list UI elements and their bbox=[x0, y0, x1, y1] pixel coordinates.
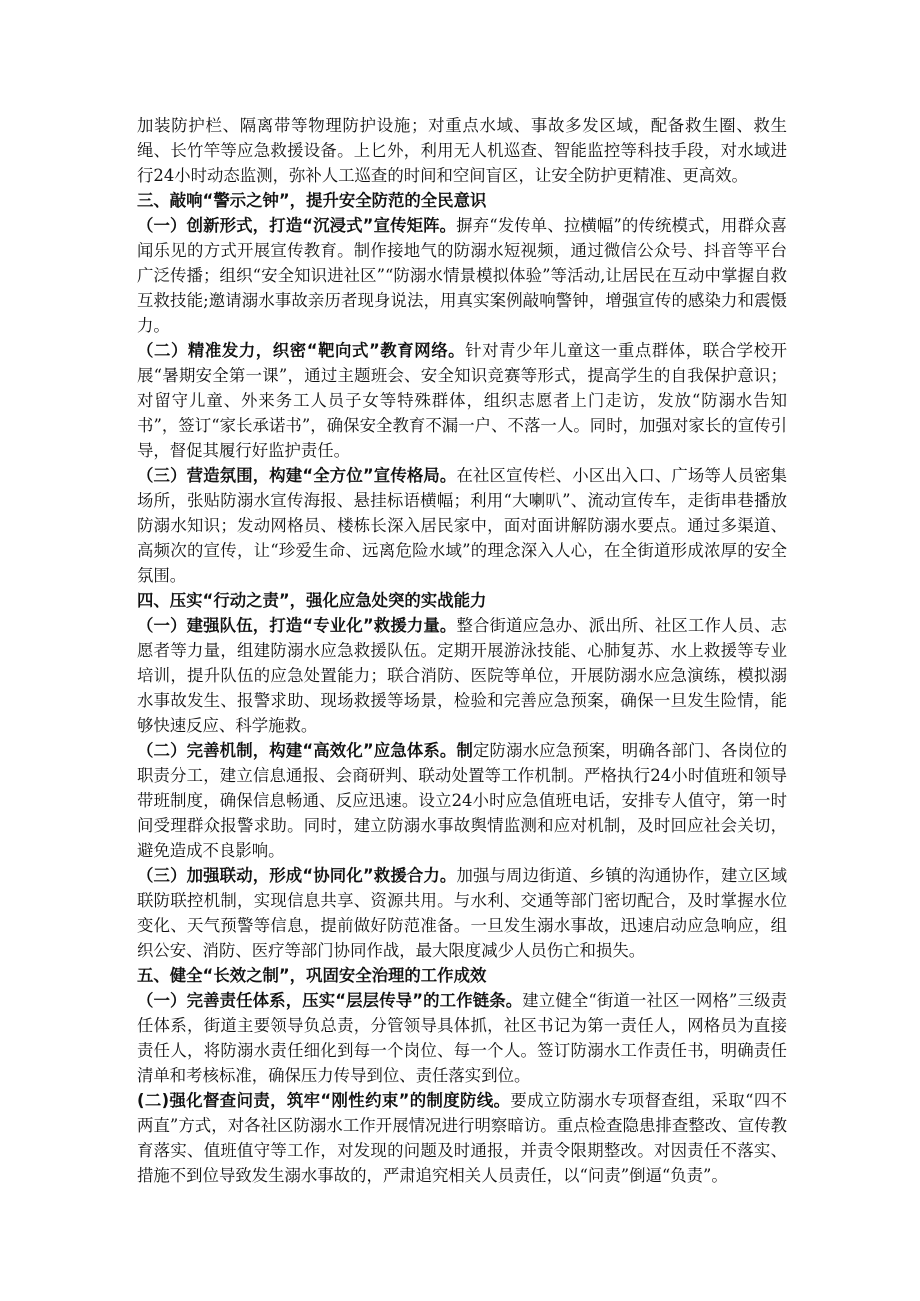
section-5-paragraph-1 bbox=[137, 988, 787, 1088]
document-page bbox=[137, 113, 787, 1188]
section-4-paragraph-1-lead: （一）建强队伍，打造“专业化”救援力量。 bbox=[137, 616, 457, 635]
section-4-paragraph-3 bbox=[137, 863, 787, 963]
section-3-paragraph-2-lead: （二）精准发力，织密“靶向式”教育网络。 bbox=[137, 341, 466, 360]
section-4-paragraph-2-lead: （二）完善机制，构建“高效化”应急体系。制 bbox=[137, 741, 473, 760]
section-5-paragraph-2-body: 要成立防溺水专项督查组，采取“四不两直”方式，对各社区防溺水工作开展情况进行明察暗访。重点检查隐患排查整改、宣传教育落实、值班值守等工作，对发现的问题及时通报，并责令限期整改。对因责任不落实、措施不到位导致发生溺水事故的，严肃追究相关人员责任，以“问责”倒逼“负责”。 bbox=[137, 1091, 787, 1185]
section-5-paragraph-1-lead: （一）完善责任体系，压实“层层传导”的工作链条。 bbox=[137, 991, 523, 1010]
section-4-paragraph-1-body: 整合街道应急办、派出所、社区工作人员、志愿者等力量，组建防溺水应急救援队伍。定期开展游泳技能、心肺复苏、水上救援等专业培训，提升队伍的应急处置能力；联合消防、医院等单位，开展防溺水应急演练，模拟溺水事故发生、报警求助、现场救援等场景，检验和完善应急预案，确保一旦发生险情，能够快速反应、科学施救。 bbox=[137, 616, 787, 735]
section-4-heading: 四、压实“行动之责”，强化应急处突的实战能力 bbox=[137, 591, 487, 610]
section-4-paragraph-2-body: 定防溺水应急预案，明确各部门、各岗位的职责分工，建立信息通报、会商研判、联动处置等工作机制。严格执行24小时值班和领导带班制度，确保信息畅通、反应迅速。设立24小时应急值班电话，安排专人值守，第一时间受理群众报警求助。同时，建立防溺水事故舆情监测和应对机制，及时回应社会关切，避免造成不良影响。 bbox=[137, 741, 788, 860]
section-3-heading: 三、敲响“警示之钟”，提升安全防范的全民意识 bbox=[137, 191, 487, 210]
section-4-paragraph-3-lead: （三）加强联动，形成“协同化”救援合力。 bbox=[137, 866, 457, 885]
section-3-paragraph-3 bbox=[137, 463, 787, 588]
section-5-heading: 五、健全“长效之制”，巩固安全治理的工作成效 bbox=[137, 966, 487, 985]
section-4-paragraph-2 bbox=[137, 738, 787, 863]
section-5-paragraph-1-body: 建立健全“街道一社区一网格”三级责任体系，街道主要领导负总责，分管领导具体抓，社区书记为第一责任人，网格员为直接责任人，将防溺水责任细化到每一个岗位、每一个人。签订防溺水工作责任书，明确责任清单和考核标准，确保压力传导到位、责任落实到位。 bbox=[137, 991, 787, 1085]
section-3-paragraph-1 bbox=[137, 213, 787, 338]
section-3-paragraph-1-body: 摒弃“发传单、拉横幅”的传统模式，用群众喜闻乐见的方式开展宣传教育。制作接地气的防溺水短视频，通过微信公众号、抖音等平台广泛传播；组织“安全知识进社区”“防溺水情景模拟体验”等活动,让居民在互动中掌握自救互救技能;邀请溺水事故亲历者现身说法，用真实案例敲响警钟，增强宣传的感染力和震慑力。 bbox=[137, 216, 787, 335]
section-4-paragraph-1 bbox=[137, 613, 787, 738]
section-3-paragraph-2-body: 针对青少年儿童这一重点群体，联合学校开展“暑期安全第一课”，通过主题班会、安全知识竞赛等形式，提高学生的自我保护意识；对留守儿童、外来务工人员子女等特殊群体，组织志愿者上门走访，发放“防溺水告知书”，签订“家长承诺书”，确保安全教育不漏一户、不落一人。同时，加强对家长的宣传引导，督促其履行好监护责任。 bbox=[137, 341, 787, 460]
section-3-paragraph-3-lead: （三）营造氛围，构建“全方位”宣传格局。 bbox=[137, 466, 457, 485]
intro-paragraph: 加装防护栏、隔离带等物理防护设施；对重点水域、事故多发区域，配备救生圈、救生绳、长竹竿等应急救援设备。上匕外，利用无人机巡查、智能监控等科技手段，对水域进行24小时动态监测，弥补人工巡查的时间和空间盲区，让安全防护更精准、更高效。 bbox=[137, 116, 787, 185]
section-3-paragraph-2 bbox=[137, 338, 787, 463]
section-3-paragraph-1-lead: （一）创新形式，打造“沉浸式”宣传矩阵。 bbox=[137, 216, 457, 235]
section-3-paragraph-3-body: 在社区宣传栏、小区出入口、广场等人员密集场所，张贴防溺水宣传海报、悬挂标语横幅；利用“大喇叭”、流动宣传车，走街串巷播放防溺水知识；发动网格员、楼栋长深入居民家中，面对面讲解防溺水要点。通过多渠道、高频次的宣传，让“珍爱生命、远离危险水域”的理念深入人心，在全街道形成浓厚的安全氛围。 bbox=[137, 466, 787, 585]
section-5-paragraph-2-lead: (二)强化督查问责，筑牢“刚性约束”的制度防线。 bbox=[137, 1091, 511, 1110]
section-5-paragraph-2 bbox=[137, 1088, 787, 1188]
section-4-paragraph-3-body: 加强与周边街道、乡镇的沟通协作，建立区域联防联控机制，实现信息共享、资源共用。与水利、交通等部门密切配合，及时掌握水位变化、天气预警等信息，提前做好防范准备。一旦发生溺水事故，迅速启动应急响应，组织公安、消防、医疗等部门协同作战，最大限度减少人员伤亡和损失。 bbox=[137, 866, 787, 960]
